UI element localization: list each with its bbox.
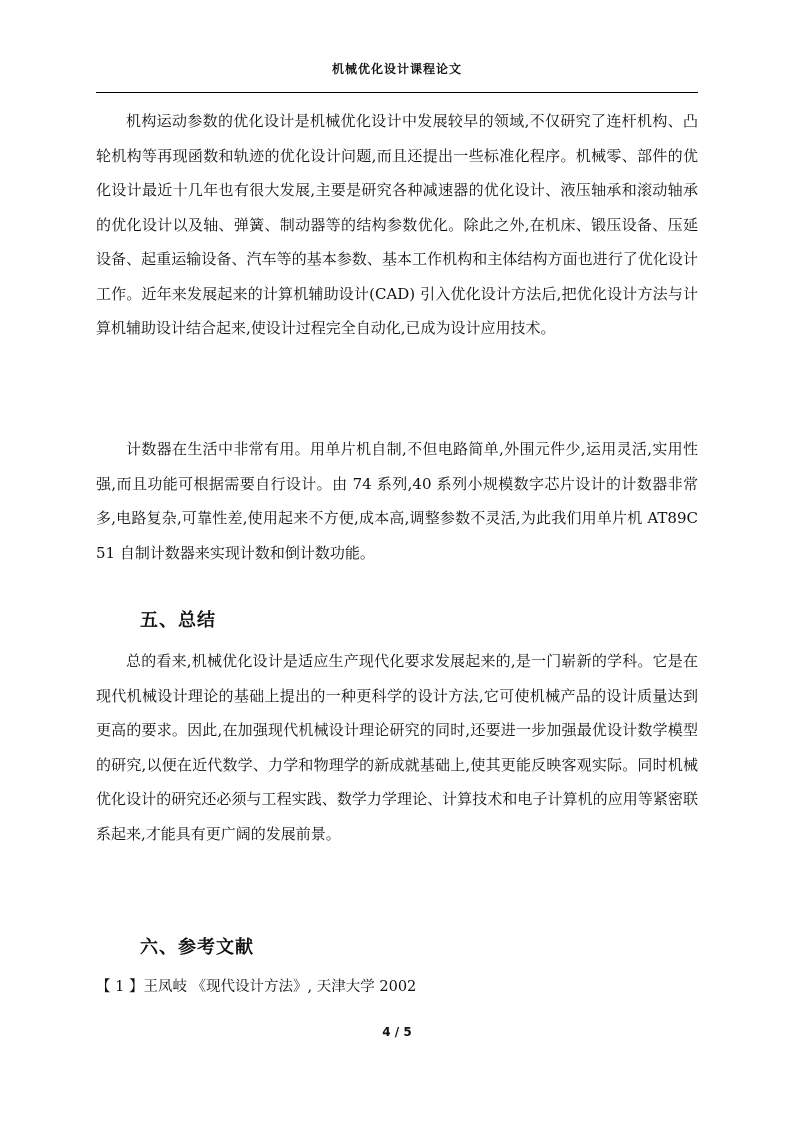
section-heading-references: 六、参考文献 [140, 937, 254, 958]
summary-paragraph: 总的看来,机械优化设计是适应生产现代化要求发展起来的,是一门崭新的学科。它是在现代机械设计理论的基础上提出的一种更科学的设计方法,它可使机械产品的设计质量达到更高的要求。因此,在加强现代机械设计理论研究的同时,还要进一步加强最优设计数学模型的研究,以便在近代数学、力学和物理学的新成就基础上,使其更能反映客观实际。同时机械优化设计的研究还必须与工程实践、数学力学理论、计算技术和电子计算机的应用等紧密联系起来,才能具有更广阔的发展前景。 [96, 652, 698, 843]
header-divider [96, 92, 698, 93]
page-number: 4 / 5 [382, 1025, 412, 1039]
section-heading-summary: 五、总结 [140, 610, 216, 631]
body-paragraph-2: 计数器在生活中非常有用。用单片机自制,不但电路简单,外围元件少,运用灵活,实用性强,而且功能可根据需要自行设计。由 74 系列,40 系列小规模数字芯片设计的计数器非常多,电路复杂,可靠性差,使用起来不方便,成本高,调整参数不灵活,为此我们用单片机 AT89C51 自制计数器来实现计数和倒计数功能。 [96, 440, 698, 562]
reference-item: 【 1 】王凤岐 《现代设计方法》, 天津大学 2002 [96, 979, 417, 995]
body-paragraph-1: 机构运动参数的优化设计是机械优化设计中发展较早的领域,不仅研究了连杆机构、凸轮机构等再现函数和轨迹的优化设计问题,而且还提出一些标准化程序。机械零、部件的优化设计最近十几年也有很大发展,主要是研究各种减速器的优化设计、液压轴承和滚动轴承的优化设计以及轴、弹簧、制动器等的结构参数优化。除此之外,在机床、锻压设备、压延设备、起重运输设备、汽车等的基本参数、基本工作机构和主体结构方面也进行了优化设计工作。近年来发展起来的计算机辅助设计(CAD) 引入优化设计方法后,把优化设计方法与计算机辅助设计结合起来,使设计过程完全自动化,已成为设计应用技术。 [96, 112, 698, 337]
page-header-title: 机械优化设计课程论文 [331, 62, 462, 76]
